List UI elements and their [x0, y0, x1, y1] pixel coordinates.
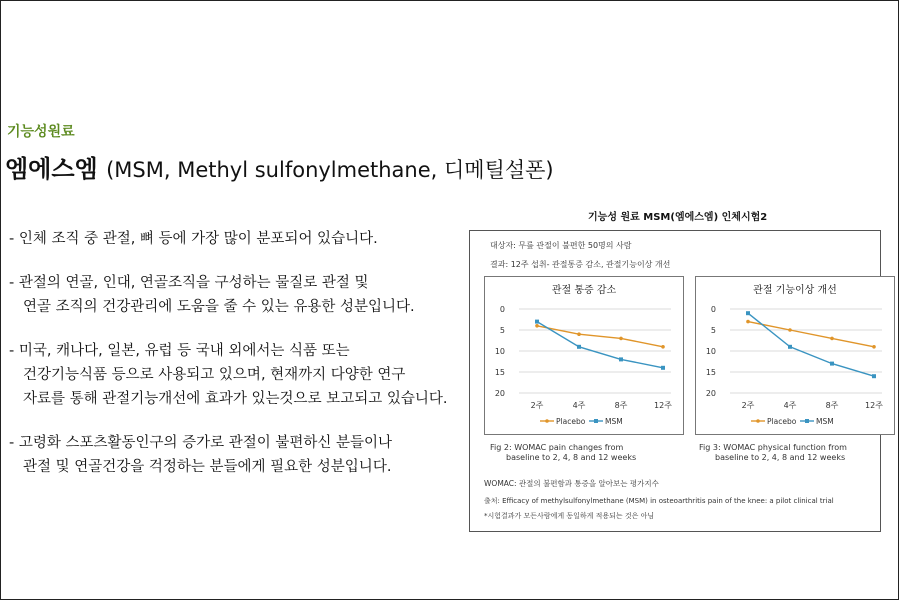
bullet-line: 연골 조직의 건강관리에 도움을 줄 수 있는 유용한 성분입니다.: [23, 299, 415, 315]
x-tick-label: 8주: [825, 401, 839, 410]
category-label: 기능성원료: [7, 124, 75, 140]
bullet-line: 건강기능식품 등으로 사용되고 있으며, 현재까지 다양한 연구: [23, 367, 406, 383]
bullet-item: [9, 339, 459, 411]
data-point-placebo: [788, 328, 792, 332]
study-disclaimer: *시험결과가 모든사람에게 동일하게 적용되는 것은 아님: [484, 512, 655, 520]
bullet-item: [9, 431, 459, 479]
legend-marker: [805, 419, 809, 423]
legend-marker: [594, 419, 598, 423]
y-tick-label: 10: [705, 347, 716, 356]
data-point-msm: [619, 357, 623, 361]
pain-chart-caption: [490, 443, 636, 463]
bullet-line: - 인체 조직 중 관절, 뼈 등에 가장 많이 분포되어 있습니다.: [9, 231, 378, 247]
y-tick-label: 15: [494, 368, 505, 377]
caption-line: Fig 2: WOMAC pain changes from: [490, 443, 624, 452]
data-point-placebo: [872, 345, 876, 349]
chart-title: 관절 통증 감소: [551, 285, 617, 296]
legend-marker: [756, 419, 760, 423]
y-tick-label: 10: [494, 347, 505, 356]
bullet-line: - 미국, 캐나다, 일본, 유럽 등 국내 외에서는 식품 또는: [9, 343, 350, 359]
series-line-placebo: [537, 326, 663, 347]
data-point-msm: [577, 345, 581, 349]
data-point-placebo: [619, 337, 623, 341]
x-tick-label: 12주: [654, 401, 672, 410]
y-tick-label: 15: [705, 368, 716, 377]
data-point-placebo: [661, 345, 665, 349]
data-point-placebo: [746, 320, 750, 324]
title-main: 엠에스엠: [5, 155, 98, 183]
page-title: [5, 149, 554, 184]
x-tick-label: 4주: [783, 401, 797, 410]
caption-line: baseline to 2, 4, 8 and 12 weeks: [715, 453, 846, 462]
x-tick-label: 4주: [572, 401, 586, 410]
title-sub: (MSM, Methyl sulfonylmethane, 디메틸설폰): [106, 158, 554, 182]
x-tick-label: 2주: [530, 401, 544, 410]
data-point-msm: [661, 366, 665, 370]
y-tick-label: 5: [499, 326, 505, 335]
data-point-msm: [788, 345, 792, 349]
bullet-list: [9, 227, 459, 499]
x-tick-label: 8주: [614, 401, 628, 410]
data-point-msm: [535, 320, 539, 324]
data-point-placebo: [830, 337, 834, 341]
legend-marker: [545, 419, 549, 423]
bullet-item: [9, 227, 459, 251]
y-tick-label: 5: [710, 326, 716, 335]
caption-line: Fig 3: WOMAC physical function from: [699, 443, 847, 452]
legend-label: MSM: [816, 417, 834, 426]
pain-chart: [485, 277, 683, 434]
study-result: 결과: 12주 섭취- 관절통증 감소, 관절기능이상 개선: [490, 260, 671, 269]
function-chart-caption: [699, 443, 847, 463]
study-panel: [469, 230, 881, 532]
function-chart-box: [695, 276, 895, 435]
function-chart: [696, 277, 894, 434]
data-point-msm: [830, 362, 834, 366]
data-point-msm: [746, 311, 750, 315]
y-tick-label: 20: [705, 389, 716, 398]
y-tick-label: 0: [710, 305, 716, 314]
series-line-msm: [537, 322, 663, 368]
study-source: 출처: Efficacy of methylsulfonylmethane (MSM) in osteoarthritis pain of the knee: a pilot clinical trial: [484, 497, 834, 505]
series-line-placebo: [748, 322, 874, 347]
bullet-line: 관절 및 연골건강을 걱정하는 분들에게 필요한 성분입니다.: [23, 459, 392, 475]
legend-label: Placebo: [556, 417, 586, 426]
x-tick-label: 2주: [741, 401, 755, 410]
caption-line: baseline to 2, 4, 8 and 12 weeks: [506, 453, 637, 462]
legend-label: Placebo: [767, 417, 797, 426]
y-tick-label: 0: [499, 305, 505, 314]
womac-note: WOMAC: 관절의 불편함과 통증을 알아보는 평가지수: [484, 479, 659, 488]
bullet-line: - 고령화 스포츠활동인구의 증가로 관절이 불편하신 분들이나: [9, 435, 393, 451]
bullet-item: [9, 271, 459, 319]
x-tick-label: 12주: [865, 401, 883, 410]
data-point-msm: [872, 374, 876, 378]
bullet-line: - 관절의 연골, 인대, 연골조직을 구성하는 물질로 관절 및: [9, 275, 369, 291]
data-point-placebo: [535, 324, 539, 328]
series-line-msm: [748, 313, 874, 376]
y-tick-label: 20: [494, 389, 505, 398]
study-subjects: 대상자: 무릎 관절이 불편한 50명의 사람: [490, 241, 632, 250]
pain-chart-box: [484, 276, 684, 435]
study-title: 기능성 원료 MSM(엠에스엠) 인체시험2: [588, 212, 768, 223]
bullet-line: 자료를 통해 관절기능개선에 효과가 있는것으로 보고되고 있습니다.: [23, 391, 448, 407]
legend-label: MSM: [605, 417, 623, 426]
chart-title: 관절 기능이상 개선: [753, 285, 837, 296]
data-point-placebo: [577, 332, 581, 336]
